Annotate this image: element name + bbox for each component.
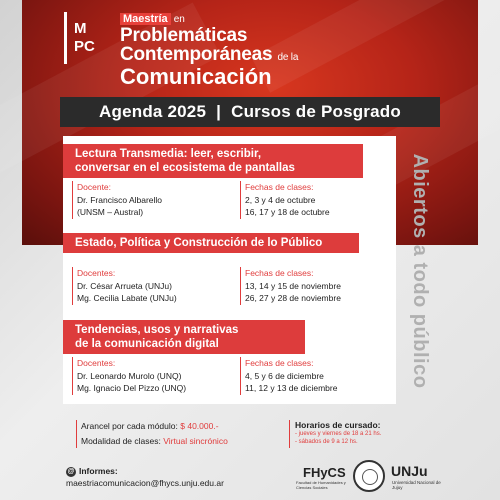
course-2-fechas: Fechas de clases: 13, 14 y 15 de noviembre 26, 27 y 28 de noviembre — [245, 268, 341, 303]
informes-label: @ Informes: — [67, 466, 118, 476]
contact-email[interactable]: maestriacomunicacion@fhycs.unju.edu.ar — [66, 478, 224, 488]
course-title-1: Lectura Transmedia: leer, escribir, conversar en el ecosistema de pantallas — [63, 144, 363, 178]
mpc-logo: M PC — [64, 12, 108, 64]
unju-subtitle: Universidad Nacional de Jujuy — [392, 480, 441, 490]
fhycs-logo: FHyCS — [303, 465, 346, 480]
university-seal-icon — [353, 460, 385, 492]
side-label: Abiertos a todo público — [409, 153, 431, 389]
course-title-3: Tendencias, usos y narrativas de la comunicación digital — [63, 320, 305, 354]
at-icon: @ — [67, 467, 75, 475]
arancel-info: Arancel por cada módulo: $ 40.000.- — [81, 421, 219, 431]
course-title-2: Estado, Política y Construcción de lo Público — [63, 233, 359, 253]
course-1-fechas: Fechas de clases: 2, 3 y 4 de octubre 16, 17 y 18 de octubre — [245, 182, 330, 217]
modalidad-info: Modalidad de clases: Virtual sincrónico — [81, 436, 228, 446]
fhycs-subtitle: Facultad de Humanidades y Ciencias Sociales — [296, 480, 346, 490]
course-3-docentes: Docentes: Dr. Leonardo Murolo (UNQ) Mg. Ignacio Del Pizzo (UNQ) — [77, 358, 187, 393]
horarios-info: Horarios de cursado: - jueves y viernes de 18 a 21 hs. - sábados de 9 a 12 hs. — [295, 420, 382, 445]
agenda-banner: Agenda 2025 | Cursos de Posgrado — [60, 97, 440, 127]
program-title: Maestría en Problemáticas Contemporáneas de la Comunicación — [120, 13, 299, 90]
course-3-fechas: Fechas de clases: 4, 5 y 6 de diciembre 11, 12 y 13 de diciembre — [245, 358, 338, 393]
course-1-docentes: Docente: Dr. Francisco Albarello (UNSM – Austral) — [77, 182, 163, 217]
course-2-docentes: Docentes: Dr. César Arrueta (UNJu) Mg. Cecilia Labate (UNJu) — [77, 268, 177, 303]
maestria-tag: Maestría — [120, 13, 171, 25]
unju-logo: UNJu — [391, 463, 428, 479]
